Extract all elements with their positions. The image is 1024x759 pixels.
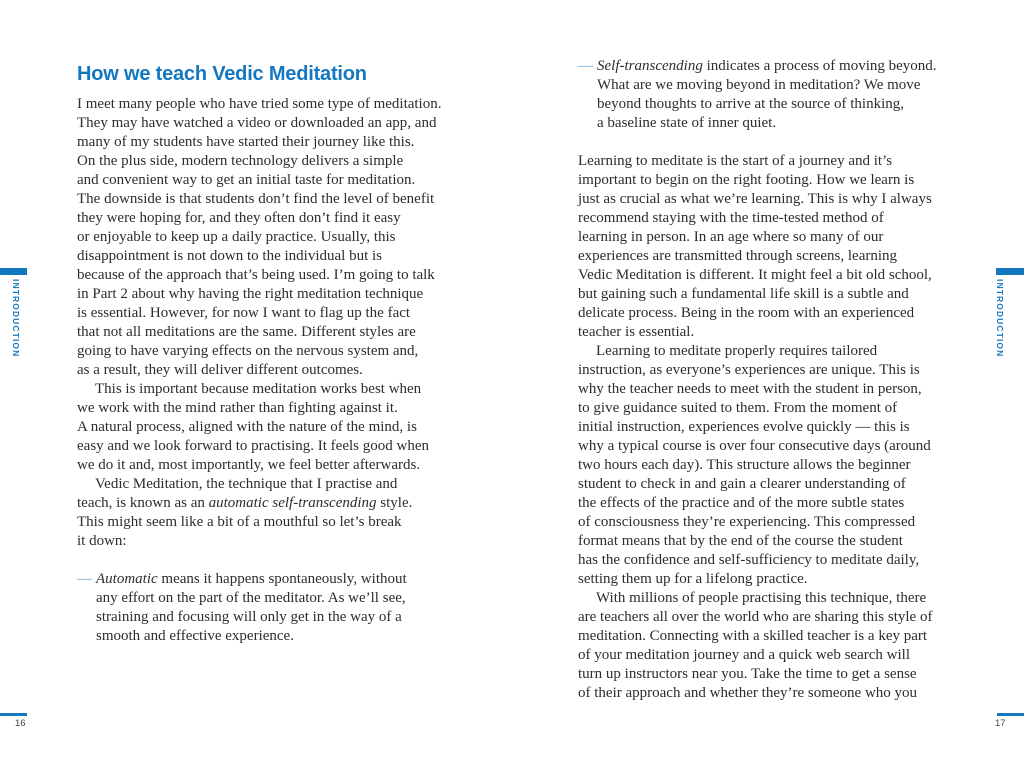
text-line: why the teacher needs to meet with the student in person,	[578, 381, 922, 397]
text-line: delicate process. Being in the room with an experienced	[578, 305, 915, 321]
italic-term: Self-transcending	[597, 58, 703, 74]
text-line: Vedic Meditation, the technique that I practise and	[95, 476, 398, 492]
footer-rule-left	[0, 713, 27, 716]
text-line: format means that by the end of the course the student	[578, 533, 903, 549]
text-line: going to have varying effects on the nervous system and,	[77, 343, 419, 359]
text-line: a baseline state of inner quiet.	[597, 115, 777, 131]
italic-term: Automatic	[96, 571, 158, 587]
text-line: just as crucial as what we’re learning. This is why I always	[578, 191, 932, 207]
text-line: two hours each day). This structure allows the beginner	[578, 457, 911, 473]
chapter-tab-label-right: INTRODUCTION	[995, 279, 1005, 358]
text-line: important to begin on the right footing. How we learn is	[578, 172, 915, 188]
text-line: we do it and, most importantly, we feel better afterwards.	[77, 457, 421, 473]
text-line: disappointment is not down to the individual but is	[77, 248, 382, 264]
text-line: learning in person. In an age where so many of our	[578, 229, 884, 245]
text-line: of their approach and whether they’re someone who you	[578, 685, 918, 701]
text-line: the effects of the practice and of the more subtle states	[578, 495, 905, 511]
text-line: as a result, they will deliver different outcomes.	[77, 362, 363, 378]
text-line: they were hoping for, and they often don’t find it easy	[77, 210, 401, 226]
text-line: The downside is that students don’t find the level of benefit	[77, 191, 435, 207]
text-line: straining and focusing will only get in the way of a	[96, 609, 402, 625]
text-line: What are we moving beyond in meditation? We move	[597, 77, 921, 93]
text-line: meditation. Connecting with a skilled teacher is a key part	[578, 628, 928, 644]
text-line: teacher is essential.	[578, 324, 695, 340]
text-line: On the plus side, modern technology delivers a simple	[77, 153, 404, 169]
footer-rule-right	[997, 713, 1024, 716]
text-line: why a typical course is over four consecutive days (around	[578, 438, 931, 454]
text-line: of consciousness they’re experiencing. This compressed	[578, 514, 916, 530]
text-line: is essential. However, for now I want to flag up the fact	[77, 305, 411, 321]
text-line: and convenient way to get an initial taste for meditation.	[77, 172, 416, 188]
chapter-tab-bar-right	[996, 268, 1024, 275]
chapter-tab-label-left: INTRODUCTION	[11, 279, 21, 358]
text-line: initial instruction, experiences evolve quickly — this is	[578, 419, 910, 435]
left-page-text-column	[77, 95, 487, 646]
right-page-text-column	[578, 57, 988, 703]
section-heading: How we teach Vedic Meditation	[77, 63, 367, 86]
text-line: teach, is known as an automatic self-transcending style.	[77, 495, 413, 511]
text-line: to give guidance suited to them. From the moment of	[578, 400, 898, 416]
page-number-right: 17	[995, 718, 1006, 729]
text-line: because of the approach that’s being used. I’m going to talk	[77, 267, 435, 283]
italic-term: automatic self-transcending	[208, 495, 377, 511]
text-line: With millions of people practising this technique, there	[596, 590, 927, 606]
text-line: Vedic Meditation is different. It might feel a bit old school,	[578, 267, 932, 283]
text-line: setting them up for a lifelong practice.	[578, 571, 808, 587]
text-line: or enjoyable to keep up a daily practice. Usually, this	[77, 229, 396, 245]
text-line: recommend staying with the time-tested method of	[578, 210, 884, 226]
text-line: This might seem like a bit of a mouthful so let’s break	[77, 514, 402, 530]
text-line: I meet many people who have tried some type of meditation.	[77, 96, 442, 112]
text-line: smooth and effective experience.	[96, 628, 294, 644]
page-number-left: 16	[15, 718, 26, 729]
text-line: that not all meditations are the same. Different styles are	[77, 324, 416, 340]
text-line: This is important because meditation works best when	[95, 381, 422, 397]
text-line: Learning to meditate is the start of a journey and it’s	[578, 153, 893, 169]
bullet-dash: —	[77, 571, 92, 587]
text-line: instruction, as everyone’s experiences are unique. This is	[578, 362, 920, 378]
text-line: we work with the mind rather than fighting against it.	[77, 400, 398, 416]
text-line: beyond thoughts to arrive at the source of thinking,	[597, 96, 905, 112]
text-line: They may have watched a video or downloaded an app, and	[77, 115, 437, 131]
text-line: — Automatic means it happens spontaneously, without	[77, 571, 407, 587]
text-line: in Part 2 about why having the right meditation technique	[77, 286, 424, 302]
bullet-dash: —	[578, 58, 593, 74]
text-line: A natural process, aligned with the nature of the mind, is	[77, 419, 417, 435]
text-line: but gaining such a fundamental life skill is a subtle and	[578, 286, 909, 302]
chapter-tab-bar-left	[0, 268, 27, 275]
text-line: turn up instructors near you. Take the time to get a sense	[578, 666, 917, 682]
text-line: of your meditation journey and a quick web search will	[578, 647, 910, 663]
text-line: Learning to meditate properly requires tailored	[596, 343, 878, 359]
text-line: student to check in and gain a clearer understanding of	[578, 476, 906, 492]
text-line: easy and we look forward to practising. It feels good when	[77, 438, 429, 454]
text-line: are teachers all over the world who are sharing this style of	[578, 609, 933, 625]
text-line: it down:	[77, 533, 127, 549]
text-line: experiences are transmitted through screens, learning	[578, 248, 898, 264]
line-gap	[77, 551, 487, 570]
text-line: — Self-transcending indicates a process of moving beyond.	[578, 58, 937, 74]
text-line: any effort on the part of the meditator. As we’ll see,	[96, 590, 406, 606]
text-line: has the confidence and self-sufficiency to meditate daily,	[578, 552, 920, 568]
text-line: many of my students have started their journey like this.	[77, 134, 415, 150]
line-gap	[578, 133, 988, 152]
